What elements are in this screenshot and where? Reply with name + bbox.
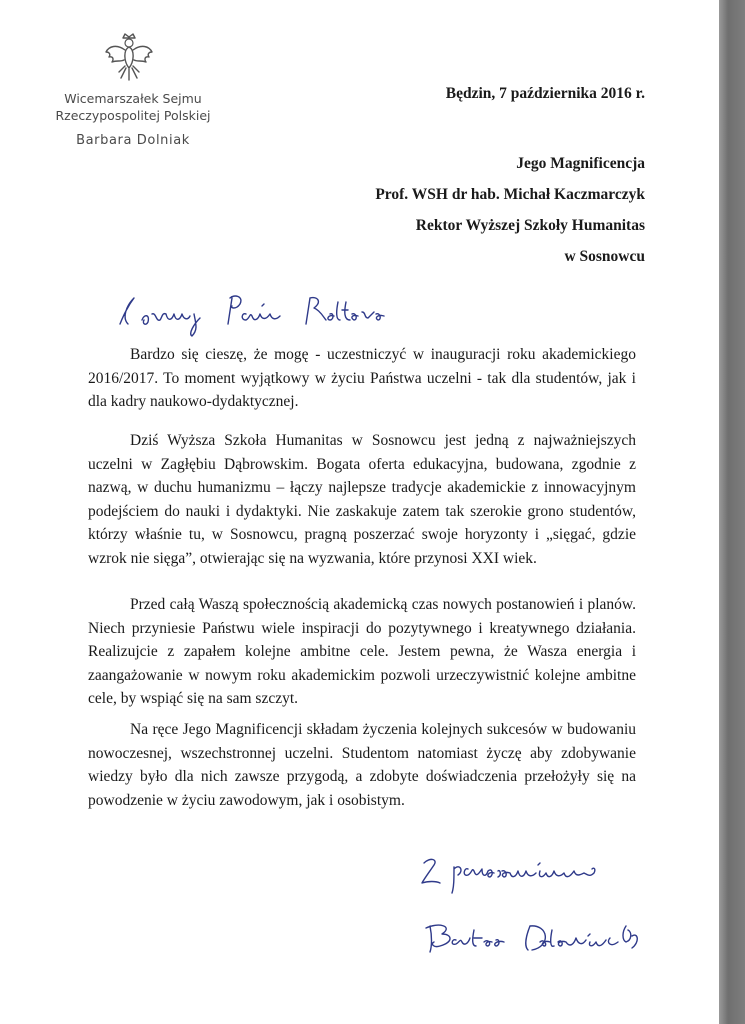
sender-name: Barbara Dolniak <box>76 133 190 148</box>
recipient-line1: Jego Magnificencja <box>516 155 645 172</box>
recipient-line3: Rektor Wyższej Szkoły Humanitas <box>415 217 645 234</box>
sender-title-line1: Wicemarszałek Sejmu <box>64 91 202 106</box>
paragraph-text: Na ręce Jego Magnificencji składam życzenia kolejnych sukcesów w budowaniu nowoczesnej, wszechstronnej uczelni. Studentom natomiast życzę aby zdobywanie wiedzy było dla nich zawsze przygodą, a zdobyte doświadczenia przełożyły się na powodzenie w życiu zawodowym, jak i osobistym. <box>88 721 636 809</box>
sender-title-line2: Rzeczypospolitej Polskiej <box>55 108 211 123</box>
paragraph-text: Bardzo się cieszę, że mogę - uczestniczyć w inauguracji roku akademickiego 2016/2017. To moment wyjątkowy w życiu Państwa uczelni - tak dla studentów, jak i dla kadry naukowo-dydaktycznej. <box>88 346 636 410</box>
body-paragraph-3 <box>88 593 636 711</box>
recipient-block <box>375 148 645 272</box>
paragraph-text: Przed całą Waszą społecznością akademicką czas nowych postanowień i planów. Niech przyniesie Państwu wiele inspiracji do pozytywnego i kreatywnego działania. Realizujcie z zapałem kolejne ambitne cele. Jestem pewna, że Wasza energia i zaangażowanie w nowym roku akademickim pozwoli urzeczywistnić kolejne ambitne cele, by wspiąć się na sam szczyt. <box>88 596 636 707</box>
paragraph-text: Dziś Wyższa Szkoła Humanitas w Sosnowcu jest jedną z najważniejszych uczelni w Zagłębiu Dąbrowskim. Bogata oferta edukacyjna, budowana, zgodnie z nazwą, w duchu humanizmu – łączy najlepsze tradycje akademickie z innowacyjnym podejściem do nauki i dydaktyki. Nie zaskakuje zatem tak szerokie grono studentów, którzy właśnie tu, w Sosnowcu, pragną poszerzać swoje horyzonty i „sięgać, gdzie wzrok nie sięga”, otwierając się na wyzwania, które przynosi XXI wiek. <box>88 432 636 567</box>
handwritten-closing <box>418 845 618 900</box>
recipient-line4: w Sosnowcu <box>564 248 645 265</box>
sender-block <box>38 90 228 149</box>
recipient-line2: Prof. WSH dr hab. Michał Kaczmarczyk <box>375 186 645 203</box>
handwritten-salutation <box>112 284 412 349</box>
body-paragraph-4 <box>88 718 636 812</box>
body-paragraph-2 <box>88 429 636 570</box>
body-paragraph-1 <box>88 343 636 414</box>
handwritten-signature <box>420 912 680 967</box>
letter-date: Będzin, 7 października 2016 r. <box>445 85 645 102</box>
scan-edge-shadow <box>719 0 745 1024</box>
polish-eagle-emblem-icon <box>103 32 155 82</box>
